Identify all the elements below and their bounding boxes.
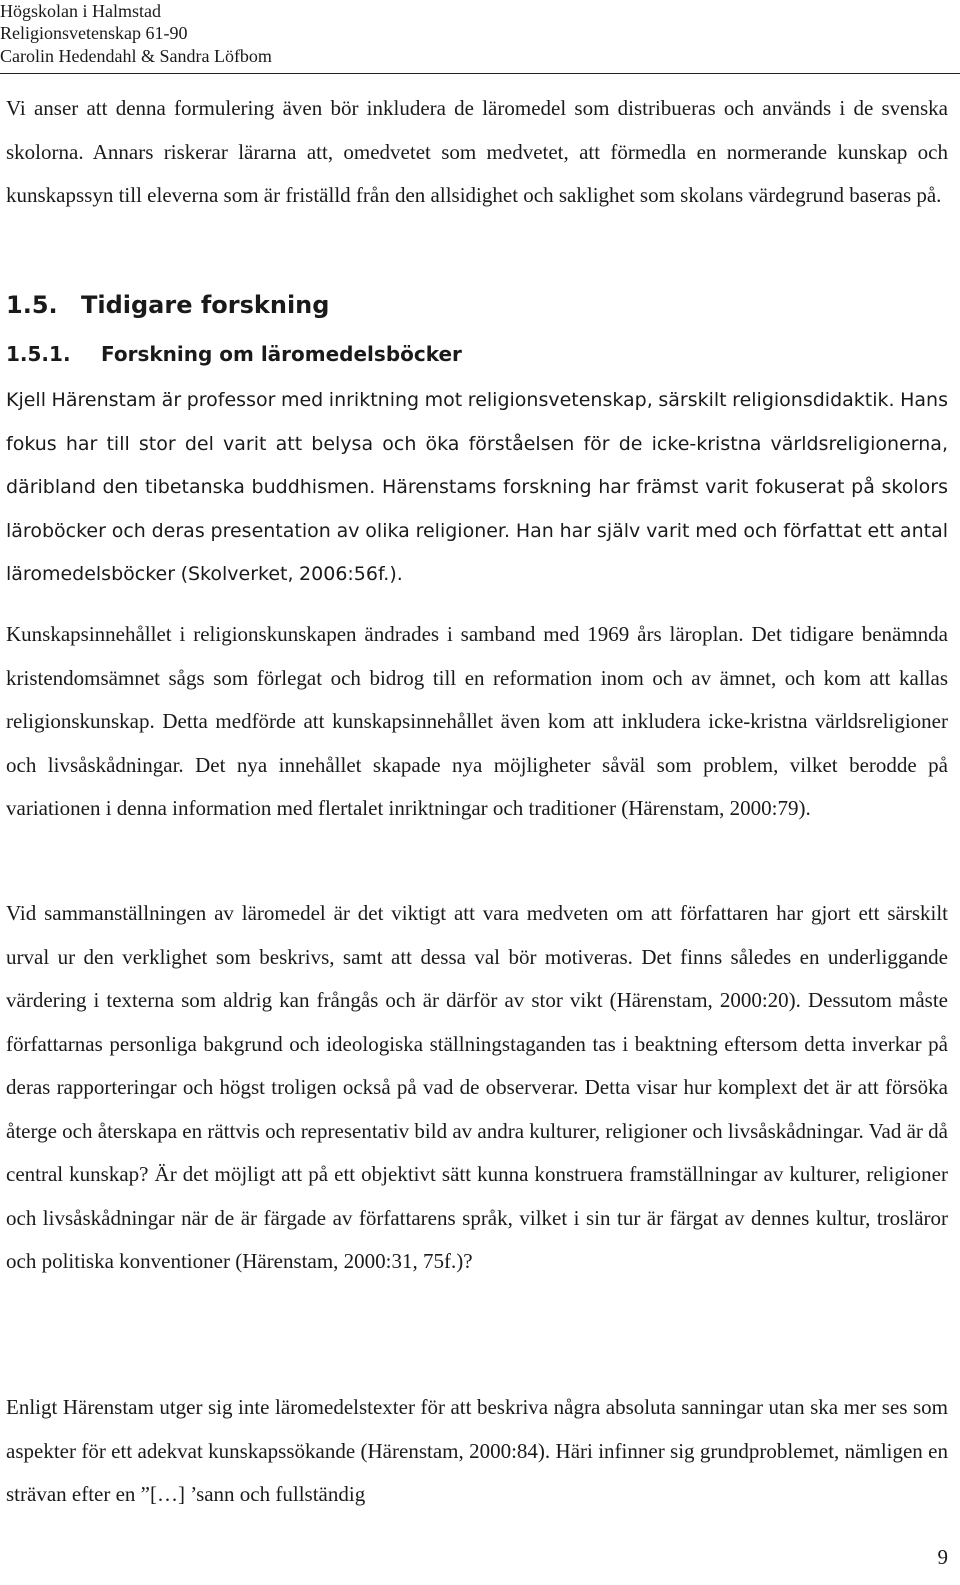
header-institution: Högskolan i Halmstad (0, 1, 161, 21)
paragraph-curriculum-change: Kunskapsinnehållet i religionskunskapen ändrades i samband med 1969 års läroplan. Det tidigare benämnda kristendomsämnet sågs som förlegat och bidrog till en reformation inom och av ämnet, och kom att kallas religionskunskap. Detta medförde att kunskapsinnehållet även kom att inkludera icke-kristna världsreligioner och livsåskådningar. Det nya innehållet skapade nya möjligheter såväl som problem, vilket berodde på variationen i denna information med flertalet inriktningar och traditioner (Härenstam, 2000:79). (6, 622, 948, 820)
section-number: 1.5. (6, 291, 58, 319)
paragraph-truth-claims: Enligt Härenstam utger sig inte läromedelstexter för att beskriva några absoluta sanningar utan ska mer ses som aspekter för ett adekvat kunskapssökande (Härenstam, 2000:84). Häri infinner sig grundproblemet, nämligen en strävan efter en ”[…] ’sann och fullständig (6, 1395, 948, 1506)
header-divider (0, 73, 960, 74)
section-heading (6, 290, 329, 320)
subsection-title: Forskning om läromedelsböcker (101, 342, 462, 366)
section-title: Tidigare forskning (81, 291, 330, 319)
subsection-heading (6, 340, 462, 368)
paragraph-intro: Vi anser att denna formulering även bör inkludera de läromedel som distribueras och används i de svenska skolorna. Annars riskerar lärarna att, omedvetet som medvetet, att förmedla en normerande kunskap och kunskapssyn till eleverna som är friställd från den allsidighet och saklighet som skolans värdegrund baseras på. (6, 96, 948, 207)
page-header (0, 0, 960, 70)
paragraph-textbook-values: Vid sammanställningen av läromedel är det viktigt att vara medveten om att författaren har gjort ett särskilt urval ur den verklighet som beskrivs, samt att dessa val bör motiveras. Det finns således en underliggande värdering i texterna som aldrig kan frångås och är därför av stor vikt (Härenstam, 2000:20). Dessutom måste författarnas personliga bakgrund och ideologiska ställningstaganden tas i beaktning eftersom detta inverkar på deras rapporteringar och högst troligen också på vad de observerar. Detta visar hur komplext det är att försöka återge och återskapa en rättvis och representativ bild av andra kulturer, religioner och livsåskådningar. Vad är då central kunskap? Är det möjligt att på ett objektivt sätt kunna konstruera framställningar av kulturer, religioner och livsåskådningar när de är färgade av författarens språk, vilket i sin tur är färgat av dennes kultur, trosläror och politiska konventioner (Härenstam, 2000:31, 75f.)? (6, 901, 948, 1273)
header-course: Religionsvetenskap 61-90 (0, 23, 188, 43)
header-authors: Carolin Hedendahl & Sandra Löfbom (0, 46, 272, 66)
paragraph-harenstam-intro: Kjell Härenstam är professor med inriktning mot religionsvetenskap, särskilt religionsdidaktik. Hans fokus har till stor del varit att belysa och öka förståelsen för de icke-kristna världsreligionerna, däribland den tibetanska buddhismen. Härenstams forskning har främst varit fokuserat på skolors läroböcker och deras presentation av olika religioner. Han har själv varit med och författat ett antal läromedelsböcker (Skolverket, 2006:56f.). (6, 389, 948, 585)
page-number: 9 (937, 1545, 948, 1569)
subsection-number: 1.5.1. (6, 342, 71, 366)
